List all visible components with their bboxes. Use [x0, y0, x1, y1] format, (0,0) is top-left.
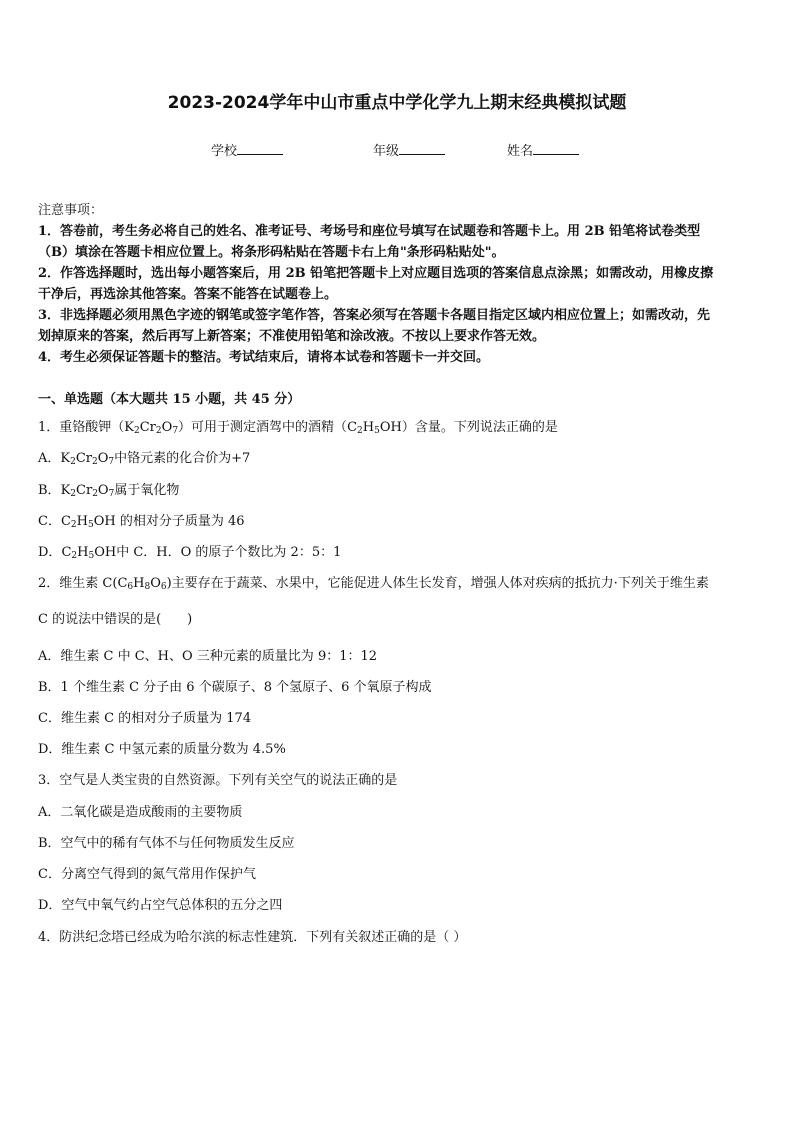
notice-line: 3．非选择题必须用黑色字迹的钢笔或签字笔作答，答案必须写在答题卡各题目指定区域内相应位置上；如需改动，先: [38, 308, 711, 323]
q1-option-c[interactable]: C．$C_2H_5OH$ 的相对分子质量为 46: [38, 514, 245, 530]
school-label: 学校: [211, 144, 238, 159]
notice-line: 干净后，再选涂其他答案。答案不能答在试题卷上。: [38, 287, 338, 302]
question-2-stem-line2: C 的说法中错误的是( ): [38, 612, 193, 627]
formula-ethanol: $C_2H_5OH$: [60, 514, 116, 530]
section-heading: 一、单选题（本大题共 15 小题，共 45 分）: [38, 392, 301, 407]
notice-line: （B）填涂在答题卡相应位置上。将条形码粘贴在答题卡右上角"条形码粘贴处"。: [38, 245, 505, 260]
notice-line: 1．答卷前，考生务必将自己的姓名、准考证号、考场号和座位号填写在试题卷和答题卡上。用 2B 铅笔将试卷类型: [38, 224, 701, 239]
school-blank[interactable]: [237, 142, 283, 155]
q1-stem-part: 1．重铬酸钾（: [38, 420, 125, 435]
grade-blank[interactable]: [399, 142, 445, 155]
notice-line: 4．考生必须保证答题卡的整洁。考试结束后，请将本试卷和答题卡一并交回。: [38, 350, 490, 365]
name-label: 姓名: [507, 144, 534, 159]
q2-option-a[interactable]: A．维生素 C 中 C、H、O 三种元素的质量比为 9：1：12: [38, 649, 378, 664]
q2-option-d[interactable]: D．维生素 C 中氢元素的质量分数为 4.5%: [38, 742, 286, 757]
q3-option-b[interactable]: B．空气中的稀有气体不与任何物质发生反应: [38, 836, 295, 851]
name-field: [507, 140, 579, 159]
q2-option-c[interactable]: C．维生素 C 的相对分子质量为 174: [38, 711, 252, 726]
grade-field: [373, 140, 445, 159]
school-field: [211, 140, 283, 159]
q1-stem-part: ）可用于测定酒驾中的酒精（: [178, 420, 348, 435]
q3-option-d[interactable]: D．空气中氧气约占空气总体积的五分之四: [38, 898, 283, 913]
name-blank[interactable]: [533, 142, 579, 155]
notice-block: [38, 200, 758, 368]
q3-option-a[interactable]: A．二氧化碳是造成酸雨的主要物质: [38, 805, 243, 820]
question-3-stem: 3．空气是人类宝贵的自然资源。下列有关空气的说法正确的是: [38, 773, 398, 788]
question-4-stem: 4．防洪纪念塔已经成为哈尔滨的标志性建筑．下列有关叙述正确的是（ ）: [38, 930, 467, 945]
notice-line: 划掉原来的答案，然后再写上新答案；不准使用铅笔和涂改液。不按以上要求作答无效。: [38, 329, 546, 344]
formula-k2cr2o7: $K_2Cr_2O_7$: [60, 483, 115, 499]
notice-heading: 注意事项：: [38, 203, 104, 218]
q1-stem-part: ）含量。下列说法正确的是: [401, 420, 558, 435]
formula-ethanol: $C_2H_5OH$: [347, 420, 402, 436]
notice-line: 2．作答选择题时，选出每小题答案后，用 2B 铅笔把答题卡上对应题目选项的答案信息点涂黑；如需改动，用橡皮擦: [38, 266, 714, 281]
page-title: 2023-2024学年中山市重点中学化学九上期末经典模拟试题: [167, 93, 627, 113]
formula-k2cr2o7: $K_2Cr_2O_7$: [124, 420, 179, 436]
q1-option-b[interactable]: B．$K_2Cr_2O_7$属于氧化物: [38, 483, 180, 499]
q1-option-a[interactable]: A．$K_2Cr_2O_7$中铬元素的化合价为+7: [38, 451, 251, 467]
q2-option-b[interactable]: B．1 个维生素 C 分子由 6 个碳原子、8 个氢原子、6 个氧原子构成: [38, 680, 432, 695]
question-1-stem: [38, 416, 558, 435]
formula-k2cr2o7: $K_2Cr_2O_7$: [60, 451, 115, 467]
q3-option-c[interactable]: C．分离空气得到的氮气常用作保护气: [38, 867, 256, 882]
grade-label: 年级: [373, 144, 400, 159]
formula-ethanol: $C_2H_5OH$: [61, 545, 117, 561]
formula-vitamin-c: $C_6H_8O_6$: [117, 576, 167, 592]
q1-option-d[interactable]: D．$C_2H_5OH$中 C．H．O 的原子个数比为 2：5：1: [38, 545, 342, 561]
question-2-stem: 2．维生素 $C(C_6H_8O_6)$主要存在于蔬菜、水果中，它能促进人体生长发育，增强人体对疾病的抵抗力·下列关于维生素: [38, 576, 709, 592]
